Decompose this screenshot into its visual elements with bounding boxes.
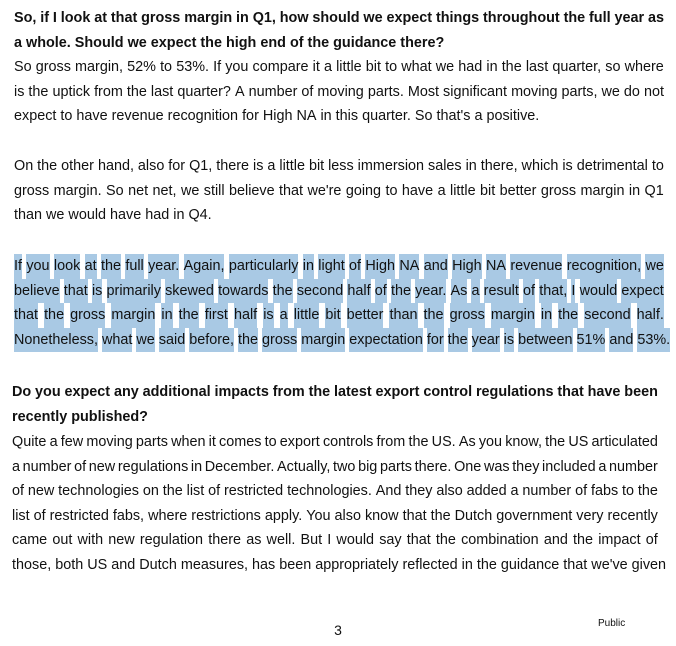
answer-gross-margin-3-line: that the gross margin in the first half is a little bit better than the gross margin in the second half. — [14, 303, 664, 328]
answer-gross-margin-1-line: is the uptick from the last quarter? A number of moving parts. Most significant moving parts, we do not — [14, 83, 664, 100]
question-export-control-line: recently published? — [12, 408, 148, 425]
answer-gross-margin-2-line: gross margin. So net net, we still believe that we're going to have a little bit better gross margin in Q1 — [14, 182, 664, 199]
classification-label: Public — [598, 618, 626, 629]
answer-gross-margin-2-line: On the other hand, also for Q1, there is a little bit less immersion sales in there, which is detrimental to — [14, 158, 664, 174]
question-export-control-line: Do you expect any additional impacts from the latest export control regulations that have been — [12, 384, 658, 400]
page-number: 3 — [334, 622, 342, 638]
answer-export-control-line: of new technologies on the list of restricted technologies. And they also added a number of fabs to the — [12, 483, 658, 500]
answer-gross-margin-2-line: than we would have had in Q4. — [14, 207, 212, 224]
answer-export-control-line: those, both US and Dutch measures, has been appropriately reflected in the guidance that we've given — [12, 556, 667, 573]
answer-gross-margin-1 — [14, 55, 664, 129]
answer-gross-margin-3-line: Nonetheless, what we said before, the gross margin expectation for the year is between 51% and 53%. — [14, 328, 664, 353]
answer-gross-margin-2 — [14, 154, 664, 228]
answer-gross-margin-3-line: If you look at the full year. Again, particularly in light of High NA and High NA revenue recognition, we — [14, 254, 664, 279]
answer-export-control-line: a number of new regulations in December. Actually, two big parts there. One was they included a number — [12, 458, 658, 475]
answer-export-control-line: list of restricted fabs, where restrictions apply. You also know that the Dutch government very recently — [12, 507, 658, 524]
answer-gross-margin-1-line: So gross margin, 52% to 53%. If you compare it a little bit to what we had in the last quarter, so where — [14, 59, 664, 75]
answer-export-control — [12, 430, 667, 578]
answer-export-control-line: came out with new regulation there as well. But I would say that the combination and the impact of — [12, 532, 658, 549]
answer-gross-margin-3-line: believe that is primarily skewed towards the second half of the year. As a result of that, I would expect — [14, 279, 664, 304]
answer-export-control-line: Quite a few moving parts when it comes to export controls from the US. As you know, the US articulated — [12, 434, 658, 450]
answer-gross-margin-3-highlighted — [14, 254, 671, 352]
question-gross-margin — [14, 6, 664, 55]
question-gross-margin-line: a whole. Should we expect the high end of the guidance there? — [14, 34, 445, 51]
question-export-control — [12, 380, 658, 429]
question-gross-margin-line: So, if I look at that gross margin in Q1, how should we expect things throughout the full year as — [14, 10, 664, 26]
answer-gross-margin-1-line: expect to have revenue recognition for High NA in this quarter. So that's a positive. — [14, 108, 540, 125]
